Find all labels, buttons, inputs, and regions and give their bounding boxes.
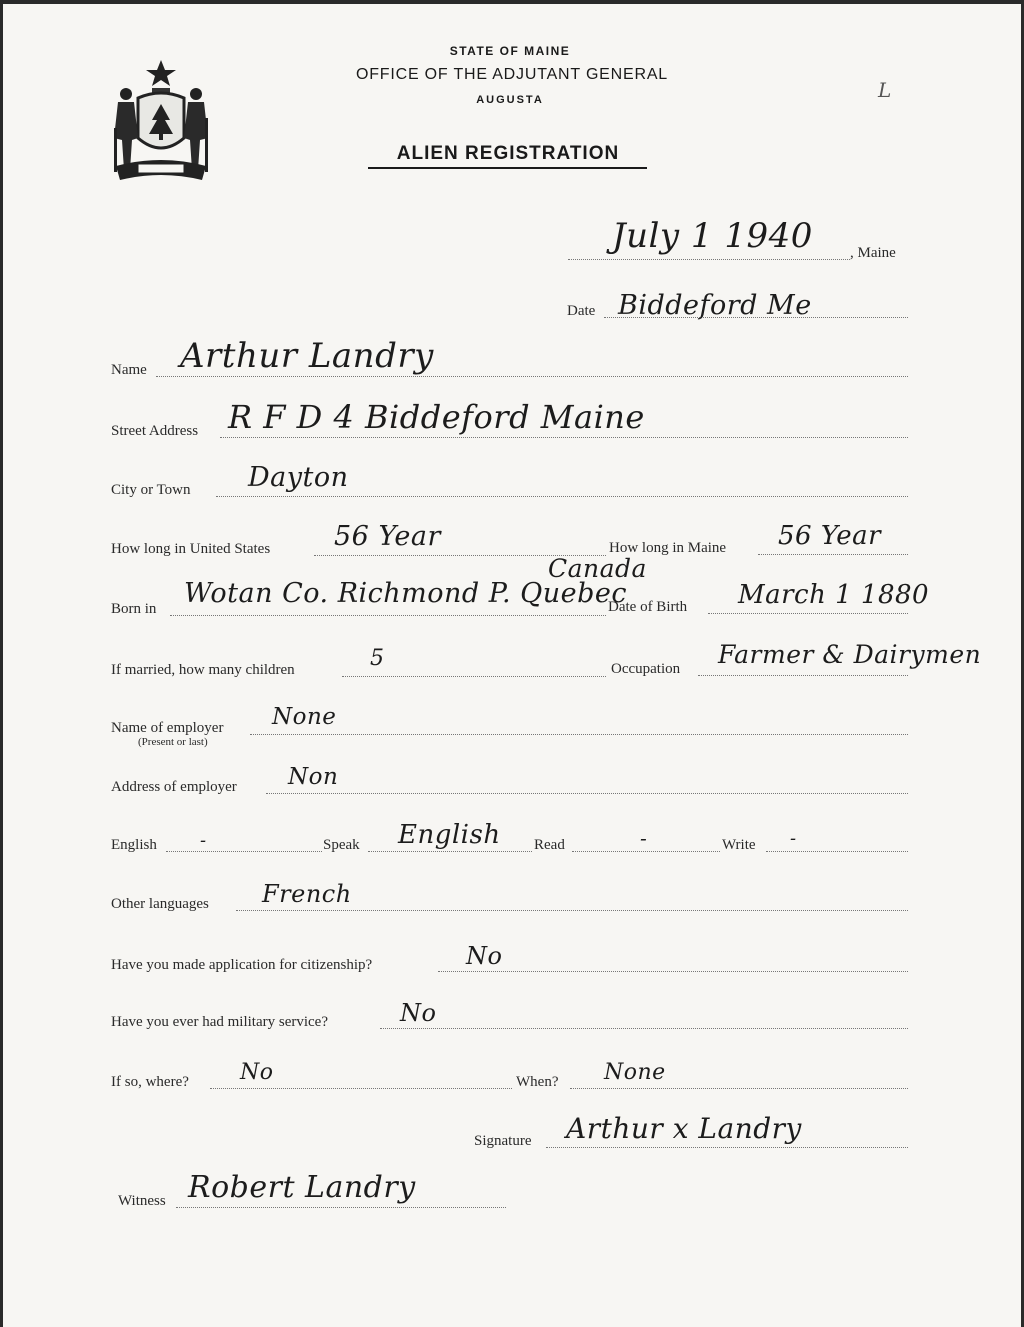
dob-line [708, 613, 908, 614]
employer-address-label: Address of employer [111, 779, 237, 795]
other-languages-label: Other languages [111, 896, 209, 912]
english-line [166, 851, 322, 852]
city-label: City or Town [111, 482, 191, 498]
employer-value: None [272, 704, 337, 730]
date-value: July 1 1940 [612, 216, 813, 256]
read-value: - [640, 826, 648, 850]
citizenship-label: Have you made application for citizenship? [111, 957, 373, 973]
military-line [380, 1028, 908, 1029]
children-line [342, 676, 606, 677]
citizenship-line [438, 971, 908, 972]
employer-sublabel: (Present or last) [138, 736, 208, 748]
employer-address-line [266, 793, 908, 794]
children-value: 5 [370, 646, 385, 671]
name-line [156, 376, 908, 377]
speak-line [368, 851, 532, 852]
witness-line [176, 1207, 506, 1208]
born-value: Wotan Co. Richmond P. Quebec [184, 578, 628, 609]
us-duration-label: How long in United States [111, 541, 271, 557]
maine-duration-label: How long in Maine [609, 540, 727, 556]
write-value: - [790, 828, 797, 849]
employer-address-value: Non [288, 764, 339, 790]
date-line [568, 259, 850, 260]
city-value: Dayton [248, 462, 349, 493]
scan-border-top [0, 0, 1024, 4]
occupation-label: Occupation [611, 661, 681, 677]
born-line [170, 615, 606, 616]
english-label: English [111, 837, 157, 853]
other-languages-value: French [262, 880, 352, 908]
employer-line [250, 734, 908, 735]
when-line [570, 1088, 908, 1089]
form-title: ALIEN REGISTRATION [396, 143, 620, 164]
maine-duration-value: 56 Year [778, 521, 882, 551]
name-label: Name [111, 362, 147, 378]
signature-line [546, 1147, 908, 1148]
citizenship-value: No [466, 942, 503, 970]
place-value: Biddeford Me [618, 290, 812, 321]
where-label: If so, where? [111, 1074, 189, 1090]
signature-label: Signature [474, 1133, 532, 1149]
children-label: If married, how many children [111, 662, 295, 678]
witness-label: Witness [118, 1193, 166, 1209]
where-value: No [240, 1060, 274, 1085]
corner-handwritten-mark: L [878, 78, 892, 102]
state-suffix: , Maine [850, 245, 896, 261]
read-label: Read [534, 837, 565, 853]
military-value: No [400, 999, 437, 1027]
military-label: Have you ever had military service? [111, 1014, 328, 1030]
title-underline [368, 167, 647, 169]
date-label: Date [567, 303, 596, 319]
state-heading: STATE OF MAINE [449, 44, 571, 58]
occupation-value: Farmer & Dairymen [718, 640, 982, 669]
street-label: Street Address [111, 423, 199, 439]
read-line [572, 851, 720, 852]
name-value: Arthur Landry [180, 336, 434, 376]
signature-value: Arthur x Landry [566, 1112, 802, 1145]
write-line [766, 851, 908, 852]
street-line [220, 437, 908, 438]
witness-value: Robert Landry [188, 1170, 416, 1205]
occupation-line [698, 675, 908, 676]
street-value: R F D 4 Biddeford Maine [228, 398, 645, 436]
city-line [216, 496, 908, 497]
when-value: None [604, 1060, 666, 1085]
speak-value: English [398, 820, 501, 850]
english-value: - [200, 830, 207, 851]
other-languages-line [236, 910, 908, 911]
office-heading: OFFICE OF THE ADJUTANT GENERAL [355, 66, 669, 83]
us-duration-value: 56 Year [334, 521, 441, 552]
dob-label: Date of Birth [608, 599, 688, 615]
speak-label: Speak [323, 837, 360, 853]
scan-border-left [0, 0, 3, 1327]
maine-duration-line [758, 554, 908, 555]
born-label: Born in [111, 601, 157, 617]
city-heading: AUGUSTA [476, 94, 544, 106]
write-label: Write [722, 837, 756, 853]
where-line [210, 1088, 512, 1089]
dob-value: March 1 1880 [738, 580, 930, 610]
employer-label: Name of employer [111, 720, 224, 736]
when-label: When? [516, 1074, 559, 1090]
born-country-value: Canada [548, 554, 647, 583]
